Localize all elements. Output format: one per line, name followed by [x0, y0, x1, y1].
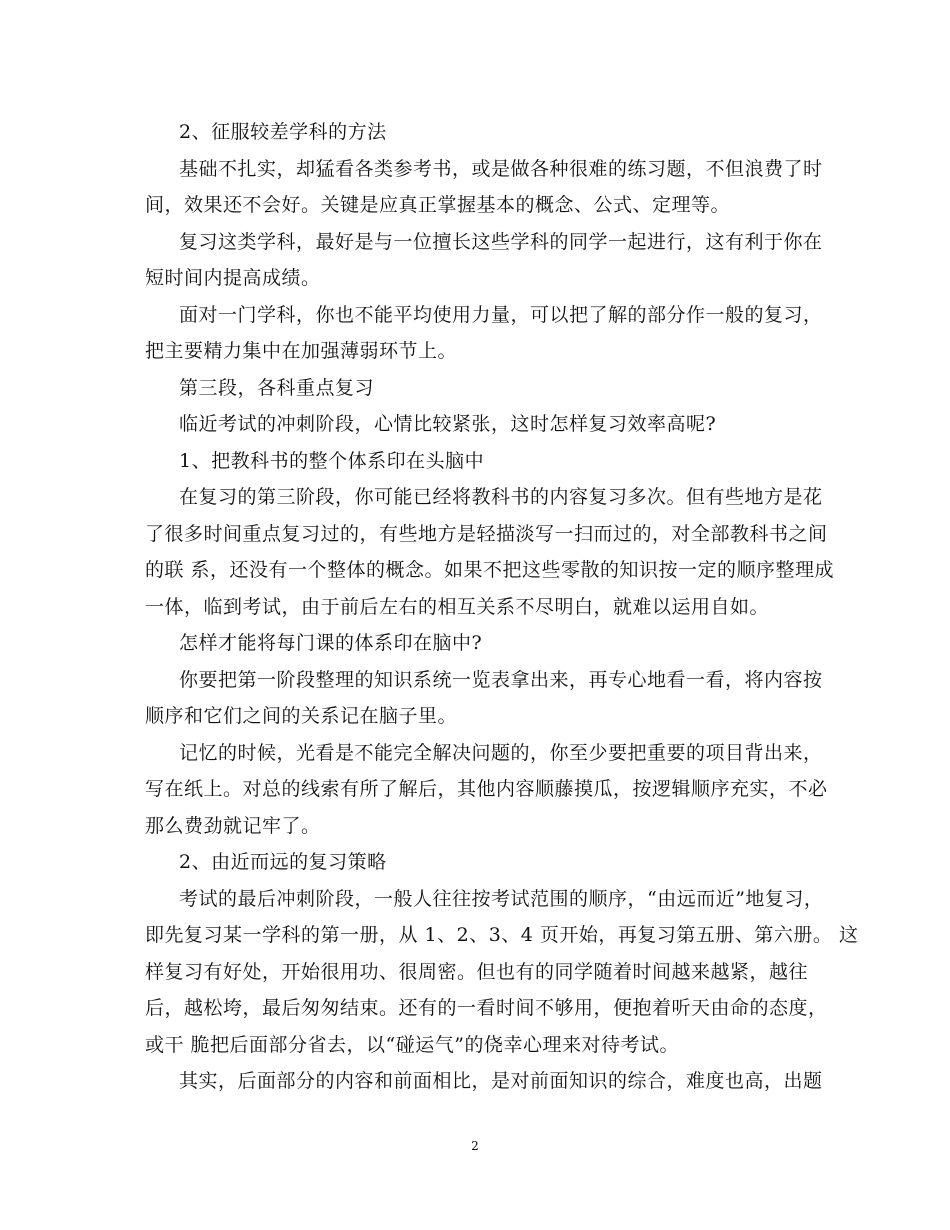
text-line: 那么费劲就记牢了。	[145, 815, 321, 837]
text-line: 样复习有好处，开始很用功、很周密。但也有的同学随着时间越来越紧，越往	[145, 961, 809, 983]
text-line: 把主要精力集中在加强薄弱环节上。	[145, 340, 458, 362]
page-number: 2	[471, 1139, 479, 1153]
text-line: 记忆的时候，光看是不能完全解决问题的，你至少要把重要的项目背出来，	[179, 742, 823, 764]
text-line: 的联 系，还没有一个整体的概念。如果不把这些零散的知识按一定的顺序整理成	[145, 559, 835, 581]
section-heading: 第三段，各科重点复习	[179, 377, 375, 399]
text-line: 间，效果还不会好。关键是应真正掌握基本的概念、公式、定理等。	[145, 194, 731, 216]
text-line: 写在纸上。对总的线索有所了解后，其他内容顺藤摸瓜，按逻辑顺序充实，不必	[145, 778, 828, 800]
subsection-heading: 2、由近而远的复习策略	[179, 851, 387, 873]
text-line: 你要把第一阶段整理的知识系统一览表拿出来，再专心地看一看，将内容按	[179, 669, 823, 691]
text-line: 基础不扎实，却猛看各类参考书，或是做各种很难的练习题，不但浪费了时	[179, 158, 823, 180]
subsection-heading: 1、把教科书的整个体系印在头脑中	[179, 450, 485, 472]
text-line: 考试的最后冲刺阶段，一般人往往按考试范围的顺序，“由远而近”地复习，	[179, 888, 824, 910]
text-line: 顺序和它们之间的关系记在脑子里。	[145, 705, 458, 727]
text-line: 临近考试的冲刺阶段，心情比较紧张，这时怎样复习效率高呢?	[179, 413, 717, 435]
text-line: 其实，后面部分的内容和前面相比，是对前面知识的综合，难度也高，出题	[179, 1070, 823, 1092]
text-line: 复习这类学科，最好是与一位擅长这些学科的同学一起进行，这有利于你在	[179, 231, 823, 253]
text-line: 或干 脆把后面部分省去，以“碰运气”的侥幸心理来对待考试。	[145, 1034, 679, 1056]
text-line: 一体，临到考试，由于前后左右的相互关系不尽明白，就难以运用自如。	[145, 596, 770, 618]
text-line: 在复习的第三阶段，你可能已经将教科书的内容复习多次。但有些地方是花	[179, 486, 823, 508]
text-line: 了很多时间重点复习过的，有些地方是轻描淡写一扫而过的，对全部教科书之间	[145, 523, 828, 545]
text-line: 短时间内提高成绩。	[145, 267, 321, 289]
text-line: 怎样才能将每门课的体系印在脑中?	[179, 632, 483, 654]
text-line: 面对一门学科，你也不能平均使用力量，可以把了解的部分作一般的复习，	[179, 304, 823, 326]
text-line: 2、征服较差学科的方法	[179, 121, 387, 143]
text-line: 即先复习某一学科的第一册，从 1、2、3、4 页开始，再复习第五册、第六册。 这	[145, 924, 859, 946]
text-line: 后，越松垮，最后匆匆结束。还有的一看时间不够用，便抱着听天由命的态度，	[145, 997, 828, 1019]
